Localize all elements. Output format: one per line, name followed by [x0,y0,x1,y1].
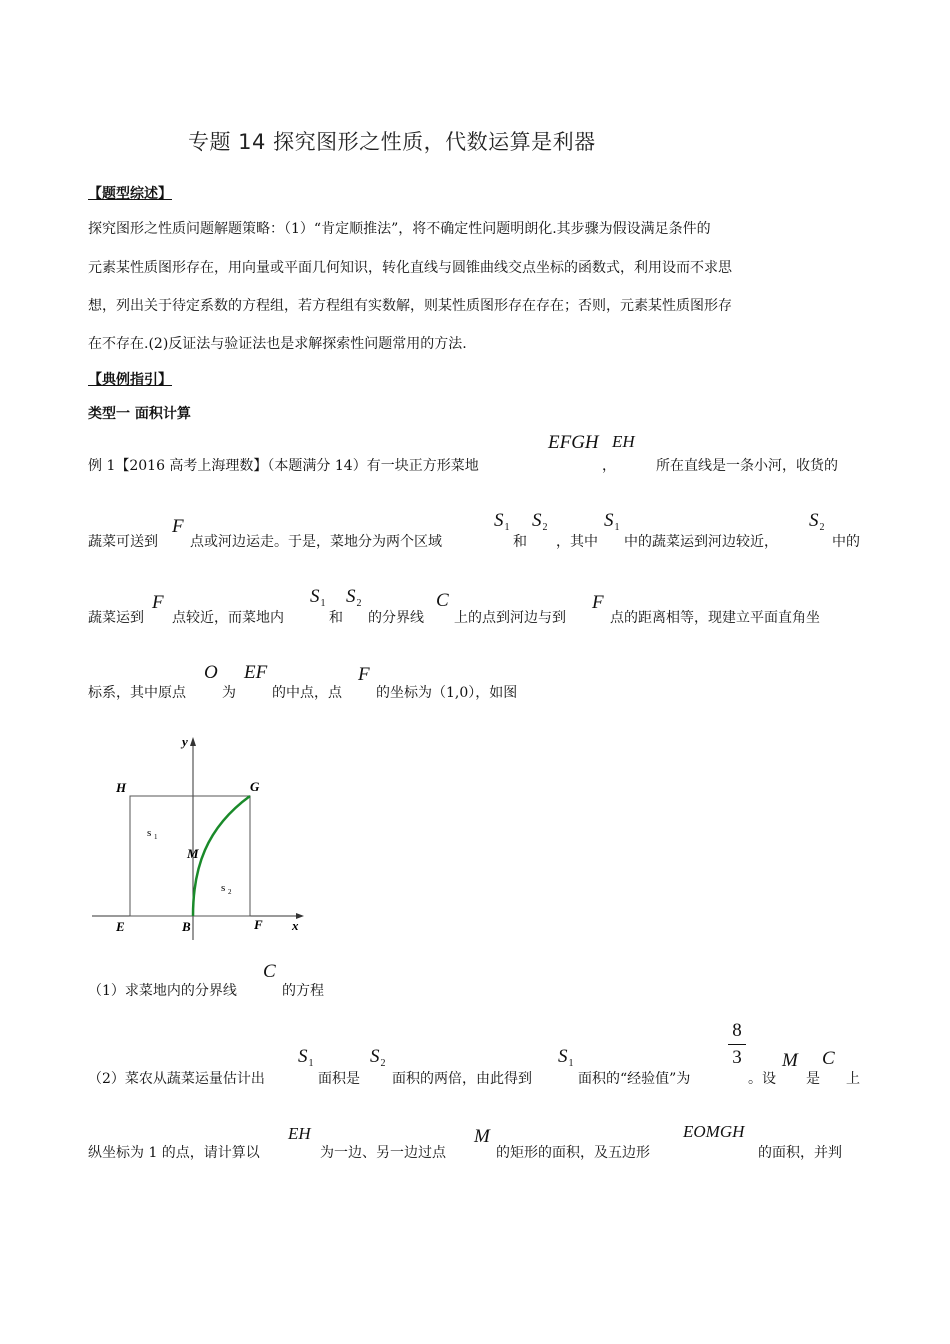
math-O: O [204,662,218,683]
math-EOMGH: EOMGH [683,1122,745,1141]
fraction-numerator: 8 [732,1020,742,1041]
example-line-3-f: 点的距离相等，现建立平面直角坐 [610,610,820,626]
label-y: y [182,734,188,749]
math-F: F [592,592,604,613]
label-x: x [292,918,299,933]
math-M: M [782,1050,798,1071]
example-line-4-c: 的中点，点 [272,685,342,701]
example-line-4-a: 标系，其中原点 [88,685,186,701]
question-3-c: 的矩形的面积，及五边形 [496,1145,650,1161]
math-S1: $S_1$ [494,510,510,533]
question-2-a: （2）菜农从蔬菜运量估计出 [88,1071,265,1087]
label-E: E [116,919,125,934]
example-line-2-d: ，其中 [556,534,598,550]
math-S1: $S_1$ [558,1046,574,1069]
boundary-curve-C [193,796,250,916]
example-line-2-a: 蔬菜可送到 [88,534,158,550]
question-3-b: 为一边、另一边过点 [320,1145,446,1161]
math-F: F [152,592,164,613]
question-2-d: 面积的“经验值”为 [578,1071,691,1087]
question-3-d: 的面积，并判 [758,1145,842,1161]
section-header-examples: 【典例指引】 [88,372,172,388]
page-title: 专题 14 探究图形之性质，代数运算是利器 [188,130,596,154]
math-C: C [822,1048,835,1069]
example-line-2-b: 点或河边运走。于是，菜地分为两个区域 [190,534,442,550]
example-line-3-b: 点较近，而菜地内 [172,610,284,626]
math-F: F [172,516,184,537]
label-s2: s [221,882,226,894]
example-line-4-b: 为 [222,685,236,701]
example-line-3-e: 上的点到河边与到 [454,610,566,626]
y-axis-arrow [190,737,196,746]
math-C: C [263,961,276,982]
label-G: G [250,779,260,794]
math-S2: $S_2$ [346,586,362,609]
question-2-g: 上 [846,1071,860,1087]
fraction-bar [728,1044,746,1045]
math-S2: $S_2$ [370,1046,386,1069]
example-line-1-a: 例 1【2016 高考上海理数】（本题满分 14）有一块正方形菜地 [88,458,479,474]
math-EH: EH [288,1124,311,1143]
example-line-3-a: 蔬菜运到 [88,610,144,626]
example-line-3-d: 的分界线 [368,610,424,626]
math-F: F [358,664,370,685]
label-s1: s [147,827,152,839]
math-S1: $S_1$ [604,510,620,533]
fraction-denominator: 3 [732,1047,742,1068]
overview-line-2: 元素某性质图形存在，用向量或平面几何知识，转化直线与圆锥曲线交点坐标的函数式，利用设而不求思 [88,260,732,276]
math-S1: $S_1$ [298,1046,314,1069]
label-B: B [182,919,191,934]
example-line-4-d: 的坐标为（1,0），如图 [376,685,518,701]
math-M: M [474,1126,490,1147]
label-F: F [254,917,263,932]
question-2-f: 是 [806,1071,820,1087]
section-header-overview: 【题型综述】 [88,186,172,202]
fraction-8-3 [728,1020,746,1069]
math-EFGH: EFGH [548,432,599,453]
overview-line-4: 在不存在.(2)反证法与验证法也是求解探索性问题常用的方法. [88,336,467,352]
type-label: 类型一 面积计算 [88,406,191,422]
question-3-a: 纵坐标为 1 的点，请计算以 [88,1145,260,1161]
overview-line-3: 想，列出关于待定系数的方程组，若方程组有实数解，则某性质图形存在存在；否则，元素某性质图形存 [88,298,732,314]
math-S2: $S_2$ [809,510,825,533]
math-EF: EF [244,662,268,683]
example-line-2-c: 和 [513,534,527,550]
label-H: H [116,780,127,795]
square-field-figure [86,728,316,944]
math-S1: $S_1$ [310,586,326,609]
label-s2-sub: 2 [228,888,232,896]
example-line-3-c: 和 [329,610,343,626]
math-C: C [436,590,449,611]
math-EH: EH [612,432,635,451]
question-2-e: 。设 [748,1071,776,1087]
example-line-1-c: 所在直线是一条小河，收货的 [656,458,838,474]
question-2-c: 面积的两倍，由此得到 [392,1071,532,1087]
label-s1-sub: 1 [154,833,158,841]
question-1-a: （1）求菜地内的分界线 [88,983,237,999]
example-line-2-f: 中的 [832,534,860,550]
example-line-1-b: ， [602,458,616,474]
label-M: M [187,846,199,861]
example-line-2-e: 中的蔬菜运到河边较近， [624,534,778,550]
overview-line-1: 探究图形之性质问题解题策略：（1）“肯定顺推法”，将不确定性问题明朗化.其步骤为假设满足条件的 [88,221,711,237]
question-2-b: 面积是 [318,1071,360,1087]
question-1-b: 的方程 [282,983,324,999]
math-S2: $S_2$ [532,510,548,533]
